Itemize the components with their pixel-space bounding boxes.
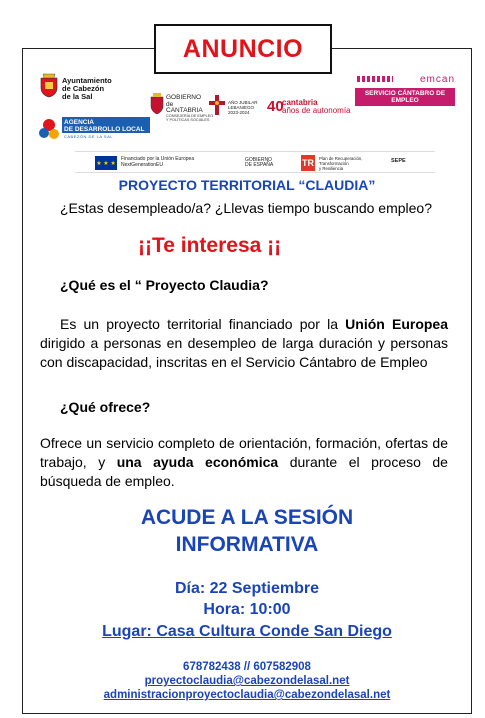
prtr-logo-icon: TR: [301, 155, 315, 171]
adl-mark-icon: [38, 117, 60, 141]
ayuntamiento-name: Ayuntamiento de Cabezón de la Sal: [62, 76, 112, 101]
lebaniego-cross-icon: [208, 94, 226, 116]
contact-email-link[interactable]: proyectoclaudia@cabezondelasal.net: [144, 675, 350, 687]
ayuntamiento-shield-icon: [38, 72, 60, 98]
session-date: Día: 22 Septiembre: [174, 580, 320, 597]
autonomia-text: cantabria años de autonomía: [282, 98, 351, 115]
contact-admin-email-link[interactable]: administracionproyectoclaudia@cabezondelasal.net: [103, 689, 391, 701]
question-what-offers: ¿Qué ofrece?: [60, 399, 151, 415]
intro-text: ¿Estas desempleado/a? ¿Llevas tiempo buscando empleo?: [60, 200, 432, 216]
eu-flag-icon: ★ ★ ★: [95, 156, 117, 170]
forty-years-number: 40: [267, 98, 284, 115]
answer-what-is: Es un proyecto territorial financiado por la Unión Europea dirigido a personas en desempleo de larga duración y personas con discapacidad, inscritas en el Servicio Cántabro de Empleo: [40, 316, 449, 370]
session-place: Lugar: Casa Cultura Conde San Diego: [102, 623, 392, 640]
question-what-is: ¿Qué es el “ Proyecto Claudia?: [60, 277, 269, 293]
gobierno-espana-text: GOBIERNO DE ESPAÑA: [245, 157, 274, 168]
eu-funding-text: Financiado por la Unión Europea NextGenerationEU: [121, 156, 195, 168]
project-title: PROYECTO TERRITORIAL “CLAUDIA”: [118, 177, 376, 193]
emcan-logo: emcan SERVICIO CÁNTABRO DE EMPLEO: [355, 74, 455, 106]
announcement-title: ANUNCIO: [182, 34, 304, 63]
cantabria-shield-icon: [150, 93, 164, 115]
ano-jubilar-text: AÑO JUBILAR LEBANIEGO 2023-2024: [228, 100, 258, 115]
cta-heading: ACUDE A LA SESIÓN INFORMATIVA: [140, 506, 354, 556]
adl-logo: AGENCIA DE DESARROLLO LOCAL CABEZÓN DE LA SAL: [38, 117, 150, 141]
prtr-text: Plan de Recuperación, Transformación y Resiliencia: [319, 156, 363, 171]
announcement-title-box: [154, 24, 332, 74]
consejeria-text: CONSEJERÍA DE EMPLEO Y POLÍTICAS SOCIALES: [166, 114, 214, 122]
highlight-text: ¡¡Te interesa ¡¡: [138, 234, 282, 257]
funding-logos-row: [75, 151, 435, 173]
sepe-text: SEPE: [391, 158, 406, 164]
gobierno-cantabria-text: GOBIERNO de CANTABRIA: [166, 94, 203, 114]
answer-what-offers: Ofrece un servicio completo de orientación, formación, ofertas de trabajo, y una ayuda económica durante el proceso de búsqueda de empleo.: [40, 435, 448, 489]
contact-phones: 678782438 // 607582908: [183, 661, 311, 673]
session-time: Hora: 10:00: [203, 601, 291, 618]
